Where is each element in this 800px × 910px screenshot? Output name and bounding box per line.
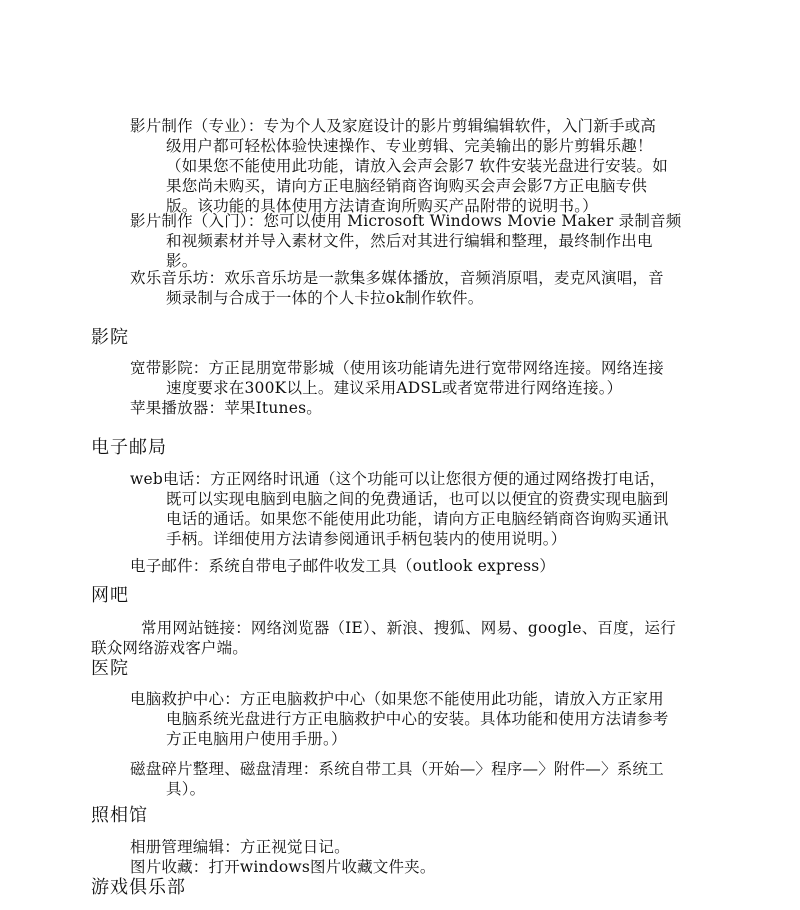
section-heading-post-office: 电子邮局 bbox=[91, 437, 167, 458]
entry-line: 联众网络游戏客户端。 bbox=[91, 639, 249, 657]
entry-line: 相册管理编辑：方正视觉日记。 bbox=[130, 838, 350, 856]
entry-line: 影片制作（入门）：您可以使用 Microsoft Windows Movie Maker 录制音频 bbox=[130, 212, 682, 230]
entry-line: 电脑系统光盘进行方正电脑救护中心的安装。具体功能和使用方法请参考 bbox=[166, 710, 669, 728]
entry-line: 级用户都可轻松体验快速操作、专业剪辑、完美输出的影片剪辑乐趣！ bbox=[166, 137, 653, 155]
section-heading-photo-studio: 照相馆 bbox=[91, 805, 148, 826]
entry-line: 苹果播放器：苹果Itunes。 bbox=[130, 399, 322, 417]
entry-line: 果您尚未购买，请向方正电脑经销商咨询购买会声会影7方正电脑专供 bbox=[166, 177, 648, 195]
entry-video-basic bbox=[130, 211, 681, 271]
section-heading-hospital: 医院 bbox=[91, 658, 129, 679]
entry-line: 既可以实现电脑到电脑之间的免费通话，也可以以便宜的资费实现电脑到 bbox=[166, 490, 669, 508]
entry-line: 磁盘碎片整理、磁盘清理：系统自带工具（开始—〉程序—〉附件—〉系统工 bbox=[130, 760, 664, 778]
entry-album-manager bbox=[130, 837, 350, 857]
entry-line: （如果您不能使用此功能，请放入会声会影7 软件安装光盘进行安装。如 bbox=[166, 157, 668, 175]
entry-line: 速度要求在300K以上。建议采用ADSL或者宽带进行网络连接。） bbox=[166, 379, 623, 397]
entry-line: 影。 bbox=[166, 252, 198, 270]
entry-line: 电脑救护中心：方正电脑救护中心（如果您不能使用此功能，请放入方正家用 bbox=[130, 690, 664, 708]
entry-rescue-center bbox=[130, 689, 668, 749]
entry-disk-tools bbox=[130, 759, 664, 799]
entry-line: 方正电脑用户使用手册。） bbox=[166, 730, 347, 748]
entry-broadband-cinema bbox=[130, 358, 664, 398]
entry-line: 欢乐音乐坊：欢乐音乐坊是一款集多媒体播放，音频消原唱，麦克风演唱，音 bbox=[130, 269, 664, 287]
entry-line: 常用网站链接：网络浏览器（IE）、新浪、搜狐、网易、google、百度，运行 bbox=[141, 619, 676, 637]
entry-line: 图片收藏：打开windows图片收藏文件夹。 bbox=[130, 858, 436, 876]
entry-line: 宽带影院：方正昆朋宽带影城（使用该功能请先进行宽带网络连接。网络连接 bbox=[130, 359, 664, 377]
section-heading-cinema: 影院 bbox=[91, 327, 129, 348]
entry-apple-player bbox=[130, 398, 322, 418]
entry-line: 影片制作（专业）：专为个人及家庭设计的影片剪辑编辑软件，入门新手或高 bbox=[130, 117, 657, 135]
entry-web-phone bbox=[130, 469, 668, 549]
entry-video-pro bbox=[130, 116, 668, 216]
entry-line: 电子邮件：系统自带电子邮件收发工具（outlook express） bbox=[130, 557, 556, 575]
section-heading-net-bar: 网吧 bbox=[91, 585, 129, 606]
section-heading-game-club: 游戏俱乐部 bbox=[91, 877, 186, 898]
entry-line: 频录制与合成于一体的个人卡拉ok制作软件。 bbox=[166, 289, 484, 307]
entry-line: 具）。 bbox=[166, 780, 206, 798]
entry-line: 手柄。详细使用方法请参阅通讯手柄包装内的使用说明。） bbox=[166, 530, 567, 548]
entry-line: 和视频素材并导入素材文件，然后对其进行编辑和整理，最终制作出电 bbox=[166, 232, 653, 250]
entry-line: web电话：方正网络时讯通（这个功能可以让您很方便的通过网络拨打电话， bbox=[130, 470, 666, 488]
entry-line: 电话的通话。如果您不能使用此功能，请向方正电脑经销商咨询购买通讯 bbox=[166, 510, 669, 528]
entry-common-links bbox=[91, 618, 676, 658]
entry-picture-collection bbox=[130, 857, 436, 877]
entry-email bbox=[130, 556, 555, 576]
entry-line: 版。该功能的具体使用方法请查询所购买产品附带的说明书。） bbox=[166, 197, 598, 215]
entry-music-studio bbox=[130, 268, 664, 308]
